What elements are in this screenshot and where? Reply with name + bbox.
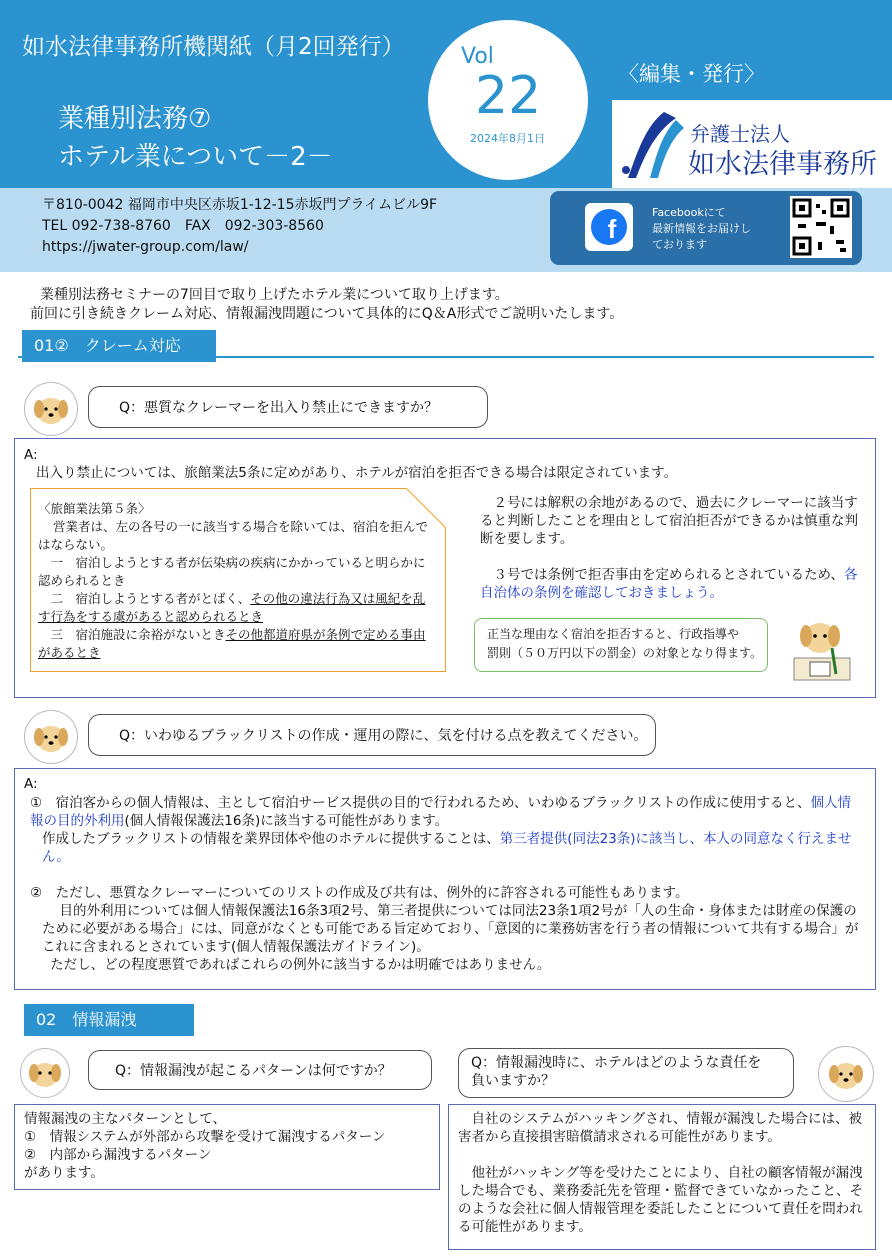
question-3: Q：情報漏洩が起こるパターンは何ですか？ xyxy=(115,1063,392,1079)
q4-l2: 負いますか？ xyxy=(471,1073,555,1089)
section-heading-claims: 01② クレーム対応 xyxy=(22,330,216,362)
intro-line1: 業種別法務セミナーの7回目で取り上げたホテル業について取り上げます。 xyxy=(40,287,509,303)
law-item-2b: その他の違法行為又は風紀を乱す行為をする虞があると認められるとき xyxy=(38,591,426,624)
right-p2b: 各自治体の条例を確認しておきましょう。 xyxy=(480,567,858,601)
a2-p2b: 第三者提供(同法23条)に該当し、本人の同意なく行えません。 xyxy=(42,831,852,865)
svg-text:f: f xyxy=(607,214,617,244)
website-link[interactable]: https://jwater-group.com/law/ xyxy=(42,239,249,255)
law-item-1: 一 宿泊しようとする者が伝染病の疾病にかかっていると明らかに認められるとき xyxy=(38,555,426,588)
firm-type: 弁護士法人 xyxy=(690,122,790,146)
dog-icon-2 xyxy=(818,1046,874,1102)
answer-3 xyxy=(24,1110,385,1182)
answer-1-right-p2 xyxy=(480,566,864,602)
answer-2-point-1 xyxy=(30,794,860,866)
a4-p2: 他社がハッキング等を受けたことにより、自社の顧客情報が漏洩した場合でも、業務委託先を管理・監督できていなかったこと、そのような会社に個人情報管理を委託したことについて責任を問われる可能性があります。 xyxy=(458,1165,863,1235)
answer-1-right-p1: ２号には解釈の余地があるので、過去にクレーマーに該当すると判断したことを理由として宿泊拒否ができるかは慎重な判断を要します。 xyxy=(480,495,858,547)
law-title: 〈旅館業法第５条〉 xyxy=(38,501,151,516)
fb-text-2: 最新情報をお届けし xyxy=(652,222,751,235)
a2-p2 xyxy=(30,830,860,866)
law-item-3a: 三 宿泊施設に余裕がないとき xyxy=(50,627,226,642)
law-paragraph: 営業者は、左の各号の一に該当する場合を除いては、宿泊を拒んではならない。 xyxy=(38,519,429,552)
firm-name: 如水法律事務所 xyxy=(688,149,877,180)
a3-l1: 情報漏洩の主なパターンとして、 xyxy=(24,1111,226,1127)
law-quote-text xyxy=(38,500,428,662)
volume-number: 22 xyxy=(475,66,542,126)
question-bubble-1 xyxy=(88,386,488,428)
facebook-icon[interactable] xyxy=(585,203,633,251)
law-item-2 xyxy=(38,590,428,626)
newsletter-title: 如水法律事務所機関紙（月2回発行） xyxy=(22,34,405,60)
subtitle-line2: ホテル業について－2－ xyxy=(58,142,333,172)
dog-writing-icon xyxy=(782,604,862,686)
answer-2-label: A: xyxy=(24,776,38,792)
issue-subtitle xyxy=(58,100,333,176)
edit-label: 〈編集・発行〉 xyxy=(618,62,765,86)
a2-p5: ただし、どの程度悪質であればこれらの例外に該当するかは明確ではありません。 xyxy=(50,957,551,973)
a3-l4: があります。 xyxy=(24,1165,104,1181)
section-heading-data-leak: 02 情報漏洩 xyxy=(24,1004,194,1036)
a2-p4: 目的外利用については個人情報保護法16条3項2号、第三者提供については同法23条1項2号が「人の生命・身体または財産の保護のために必要がある場合」には、同意がなくとも可能である旨定めており、「意図的に業務妨害を行う者の情報について共有する場合」がこれに含まれるとされています(個人情報保護法ガイドライン)。 xyxy=(42,903,859,955)
law-item-2a: 二 宿泊しようとする者がとばく、 xyxy=(50,591,251,606)
answer-1-lead: 出入り禁止については、旅館業法5条に定めがあり、ホテルが宿泊を拒否できる場合は限定されています。 xyxy=(36,465,678,481)
a3-l2: ① 情報システムが外部から攻撃を受けて漏洩するパターン xyxy=(24,1129,386,1145)
a3-l3: ② 内部から漏洩するパターン xyxy=(24,1147,212,1163)
volume-label: Vol xyxy=(461,44,494,69)
issue-date: 2024年8月1日 xyxy=(470,132,545,145)
fb-text-1: Facebookにて xyxy=(652,206,726,219)
law-item-3 xyxy=(38,626,428,662)
question-bubble-3 xyxy=(88,1050,432,1090)
question-2: Q：いわゆるブラックリストの作成・運用の際に、気を付ける点を教えてください。 xyxy=(119,728,648,744)
question-4 xyxy=(459,1049,793,1090)
contact-info xyxy=(42,195,437,258)
a2-p2a: 作成したブラックリストの情報を業界団体や他のホテルに提供することは、 xyxy=(42,831,500,847)
a2-p1c: (個人情報保護法16条)に該当する可能性があります。 xyxy=(124,813,449,829)
a2-p1a: ① 宿泊客からの個人情報は、主として宿泊サービス提供の目的で行われるため、いわゆるブラックリストの作成に使用すると、 xyxy=(30,795,811,811)
question-bubble-2 xyxy=(88,714,656,756)
penalty-note xyxy=(474,618,768,672)
tel-fax: TEL 092-738-8760 FAX 092-303-8560 xyxy=(42,218,324,234)
q4-l1: Q：情報漏洩時に、ホテルはどのような責任を xyxy=(471,1055,762,1071)
answer-1-label: A: xyxy=(24,447,38,463)
question-1: Q：悪質なクレーマーを出入り禁止にできますか？ xyxy=(119,400,439,416)
qr-code-icon[interactable] xyxy=(790,196,852,258)
answer-2-point-2 xyxy=(30,884,860,974)
intro-line2: 前回に引き続きクレーム対応、情報漏洩問題について具体的にQ＆A形式でご説明いたします。 xyxy=(30,306,624,322)
a4-p1: 自社のシステムがハッキングされ、情報が漏洩した場合には、被害者から直接損害賠償請求される可能性があります。 xyxy=(458,1111,863,1145)
right-p2a: ３号では条例で拒否事由を定められるとされているため、 xyxy=(493,567,844,583)
intro xyxy=(30,286,623,324)
fb-text-3: ております xyxy=(652,238,707,251)
facebook-text xyxy=(652,205,751,253)
dog-icon xyxy=(24,710,78,764)
dog-thinking-icon-2 xyxy=(20,1048,70,1098)
a2-p3: ② ただし、悪質なクレーマーについてのリストの作成及び共有は、例外的に許容される可能性もあります。 xyxy=(30,885,689,901)
a2-p1 xyxy=(30,794,860,830)
penalty-note-text xyxy=(475,619,767,663)
question-bubble-4 xyxy=(458,1048,794,1098)
section-divider xyxy=(18,356,874,358)
address: 〒810-0042 福岡市中央区赤坂1-12-15赤坂門プライムビル9F xyxy=(42,197,438,213)
note-line1: 正当な理由なく宿泊を拒否すると、行政指導や xyxy=(487,627,740,641)
subtitle-line1: 業種別法務⑦ xyxy=(58,104,212,134)
dog-thinking-icon xyxy=(24,382,78,436)
firm-logo-icon xyxy=(616,106,686,186)
a2-p1b: 個人情報の目的外利用 xyxy=(30,795,852,829)
law-item-3b: その他都道府県が条例で定める事由があるとき xyxy=(38,627,426,660)
answer-4 xyxy=(458,1110,864,1236)
note-line2: 罰則（５０万円以下の罰金）の対象となり得ます。 xyxy=(487,646,763,660)
